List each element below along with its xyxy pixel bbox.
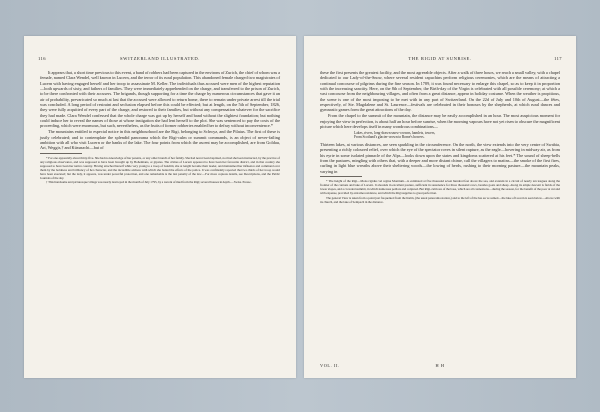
left-running-head	[38, 56, 282, 62]
right-footnote: The general View is taken from a point just frequented from the Kulm, (the usual panorama station,) and to the left of the bas au ve samed—the lake of Lucern is seen below—Above with its church, and the lake of Sempach in the distance.	[320, 195, 560, 204]
left-footnote: * For one apparently about thirty-five. She had no knowledge of her parents, or any other branch of her family. She had never been baptized, nor had she been instructed, by the practice of any religious observance, and was supposed to have been brought up by Bohemians, or gipsies. The crimes of Lucern appeared to have been her favourite district, and in that country she supposed to have been her native country. Having attached herself while very young to a troop of banditti, she at length became their leader, and maintained her influence and command over them by the boldness and brilliancy of her character, and the incredible address with which she baited the efforts of the police. It was confidently reported that two thirds of her troop would have been executed; but the lady, it appears, was under powerful protection, and one remarkable is the last penalty of the law.—For more copious details, see Descriptions, and the Public Journals of the day.	[40, 155, 280, 180]
right-running-head	[318, 56, 562, 62]
signature-mark: H H	[435, 363, 445, 368]
left-paragraph: The mountains entitled to especial notice in this neighbourhood are the Rigi, belonging to Schwyz, and the Pilatus. The first of these is justly celebrated; and to contemplate the splendid panorama which the Rigi-culm or summit commands, is an object of never-failing ambition with all who visit Lucern or the banks of the lake. The four points from which the ascent may be accomplished, are from Goldau, Art, Weggis,† and Küssnacht—but of	[40, 129, 280, 151]
right-page-body	[320, 70, 560, 204]
right-page-number: 117	[554, 56, 562, 61]
right-paragraph: these the first presents the greatest facility, and the most agreeable objects. After a walk of three hours, we reach a small valley, with a chapel dedicated to our Lady-of-the-Snow, where several resident capuchins perform religious ceremonies, which are the means of attracting a continual concourse of pilgrims during the fine season. In 1789, it was found necessary to enlarge this chapel, so as to keep it in proportion with the increasing sanctity. Here, on the 8th of September, the Birth-day of the Virgin is celebrated with all possible ceremony; at which a vast concourse from the neighbouring villages, and often from a great distance, appear in holiday costume. When the weather is propitious, the scene is one of the most imposing to be met with in any part of Switzerland. On the 22d of July and 10th of August—the fêtes, respectively, of Ste. Magdalene and St. Laurence—festivals are celebrated in their honours by the shepherds, at which rural dances and gymnastic games form the great attractions of the day.	[320, 70, 560, 113]
signature-line	[320, 363, 560, 369]
right-paragraph: Thirteen lakes, at various distances, are seen sparkling in the circumference. On the north, the view extends into the very centre of Swabia, presenting a richly coloured relief, over which the eye of the spectator roves in silent rapture, as the eagle—hovering in midway air, as from his eyrie in some isolated pinnacle of the Alps—looks down upon the states and kingdoms scattered at his feet.* The sound of sheep-bells from the pastures, mingling with others that, with a deeper and more distant chime, call the villagers to matins—the smoke of the first fires, curling in light blue wreaths above their sheltering woods—the lowing of herds, rushing to their morning pasture—the mountain peaks, varying in	[320, 142, 560, 174]
left-page	[24, 36, 296, 378]
footnote-rule	[320, 176, 362, 177]
right-footnote: * The height of the Rigi—Mons rigidus vel regina Montium—is estimated at five thousand seven hundred feet above the sea, and extends in a circuit of nearly ten leagues along the frontier of the cantons and lake of Lucern. It abounds in excellent pasture, sufficient in sustenance for three thousand cows, besides goats and sheep. Along its ample descent is fields of the lower slopes, and a crowded summit, in which numerous pedlars and conjured. But Rigi-culm are of the base, which are all connexions—during the season, for the benefit of the poor at cut and with expense, provided by extreme residence, and which the Rigi supplies to great perfection.	[320, 179, 560, 196]
verse-quotation	[354, 131, 560, 140]
volume-label: VOL. II.	[320, 363, 340, 368]
left-running-title: SWITZERLAND ILLUSTRATED.	[120, 56, 200, 61]
right-page	[304, 36, 576, 378]
left-page-number: 116	[38, 56, 46, 61]
footnote-rule	[40, 153, 82, 154]
right-running-title: THE RIGID AT SUNRISE.	[408, 56, 472, 61]
left-page-body	[40, 70, 280, 185]
verse-line: Lakes, rivers, long-drawn snow-crowns, hamlets, towers,	[354, 130, 436, 135]
left-footnote: † This handsome and picturesque village was nearly destroyed in the month of July 1795, by a torrent of mud from the Rigi; several houses in depth.—Swiss. Presse.	[46, 180, 252, 185]
left-paragraph: It appears that, a short time previous to this event, a band of robbers had been captured in the environs of Zurich, the chief of whom was a female, named Clara Wendel, well known in Lucern, and the terror of its rural population. This abandoned female charged two magistrates of Lucern with having engaged herself and her troop to assassinate M. Keller. The individuals thus accused were men of the highest reputation—both upwards of sixty, and fathers of families. They were immediately apprehended on the charge, and transferred to the prison of Zurich, to be there confronted with their accusers. The brigands, though supporting for a time the charge by numerous circumstances that gave it an air of probability, prevaricated so much at last that the accused were allowed to return home, there to remain under private arrest till the trial was concluded. A long period of restraint and seclusion elapsed before this could be effected; but at length, on the 5th of September, 1826, they were fully acquitted of every part of the charge, and restored to their families, but without any compensation whatever for the sacrifice they had made. Clara Wendel confessed that the whole charge was got up by herself and band without the slightest foundation; but nothing could induce her to reveal the names of those at whose instigation she had lent herself to the plot. She was sentenced to pay the costs of the proceeding, which were enormous, but such, nevertheless, as the fruits of former robberies enabled her to defray without inconvenience.*	[40, 70, 280, 129]
right-paragraph: From the chapel to the summit of the mountain, the distance may be easily accomplished in an hour. The most auspicious moment for enjoying the view in perfection, is about half an hour before sunrise, when the morning vapours have not yet risen to obscure the magnificent picture which here develops itself in many wondrous combinations—	[320, 113, 560, 130]
verse-line: From Scotland's glacier-crown to Rome's bowers.	[354, 135, 425, 140]
